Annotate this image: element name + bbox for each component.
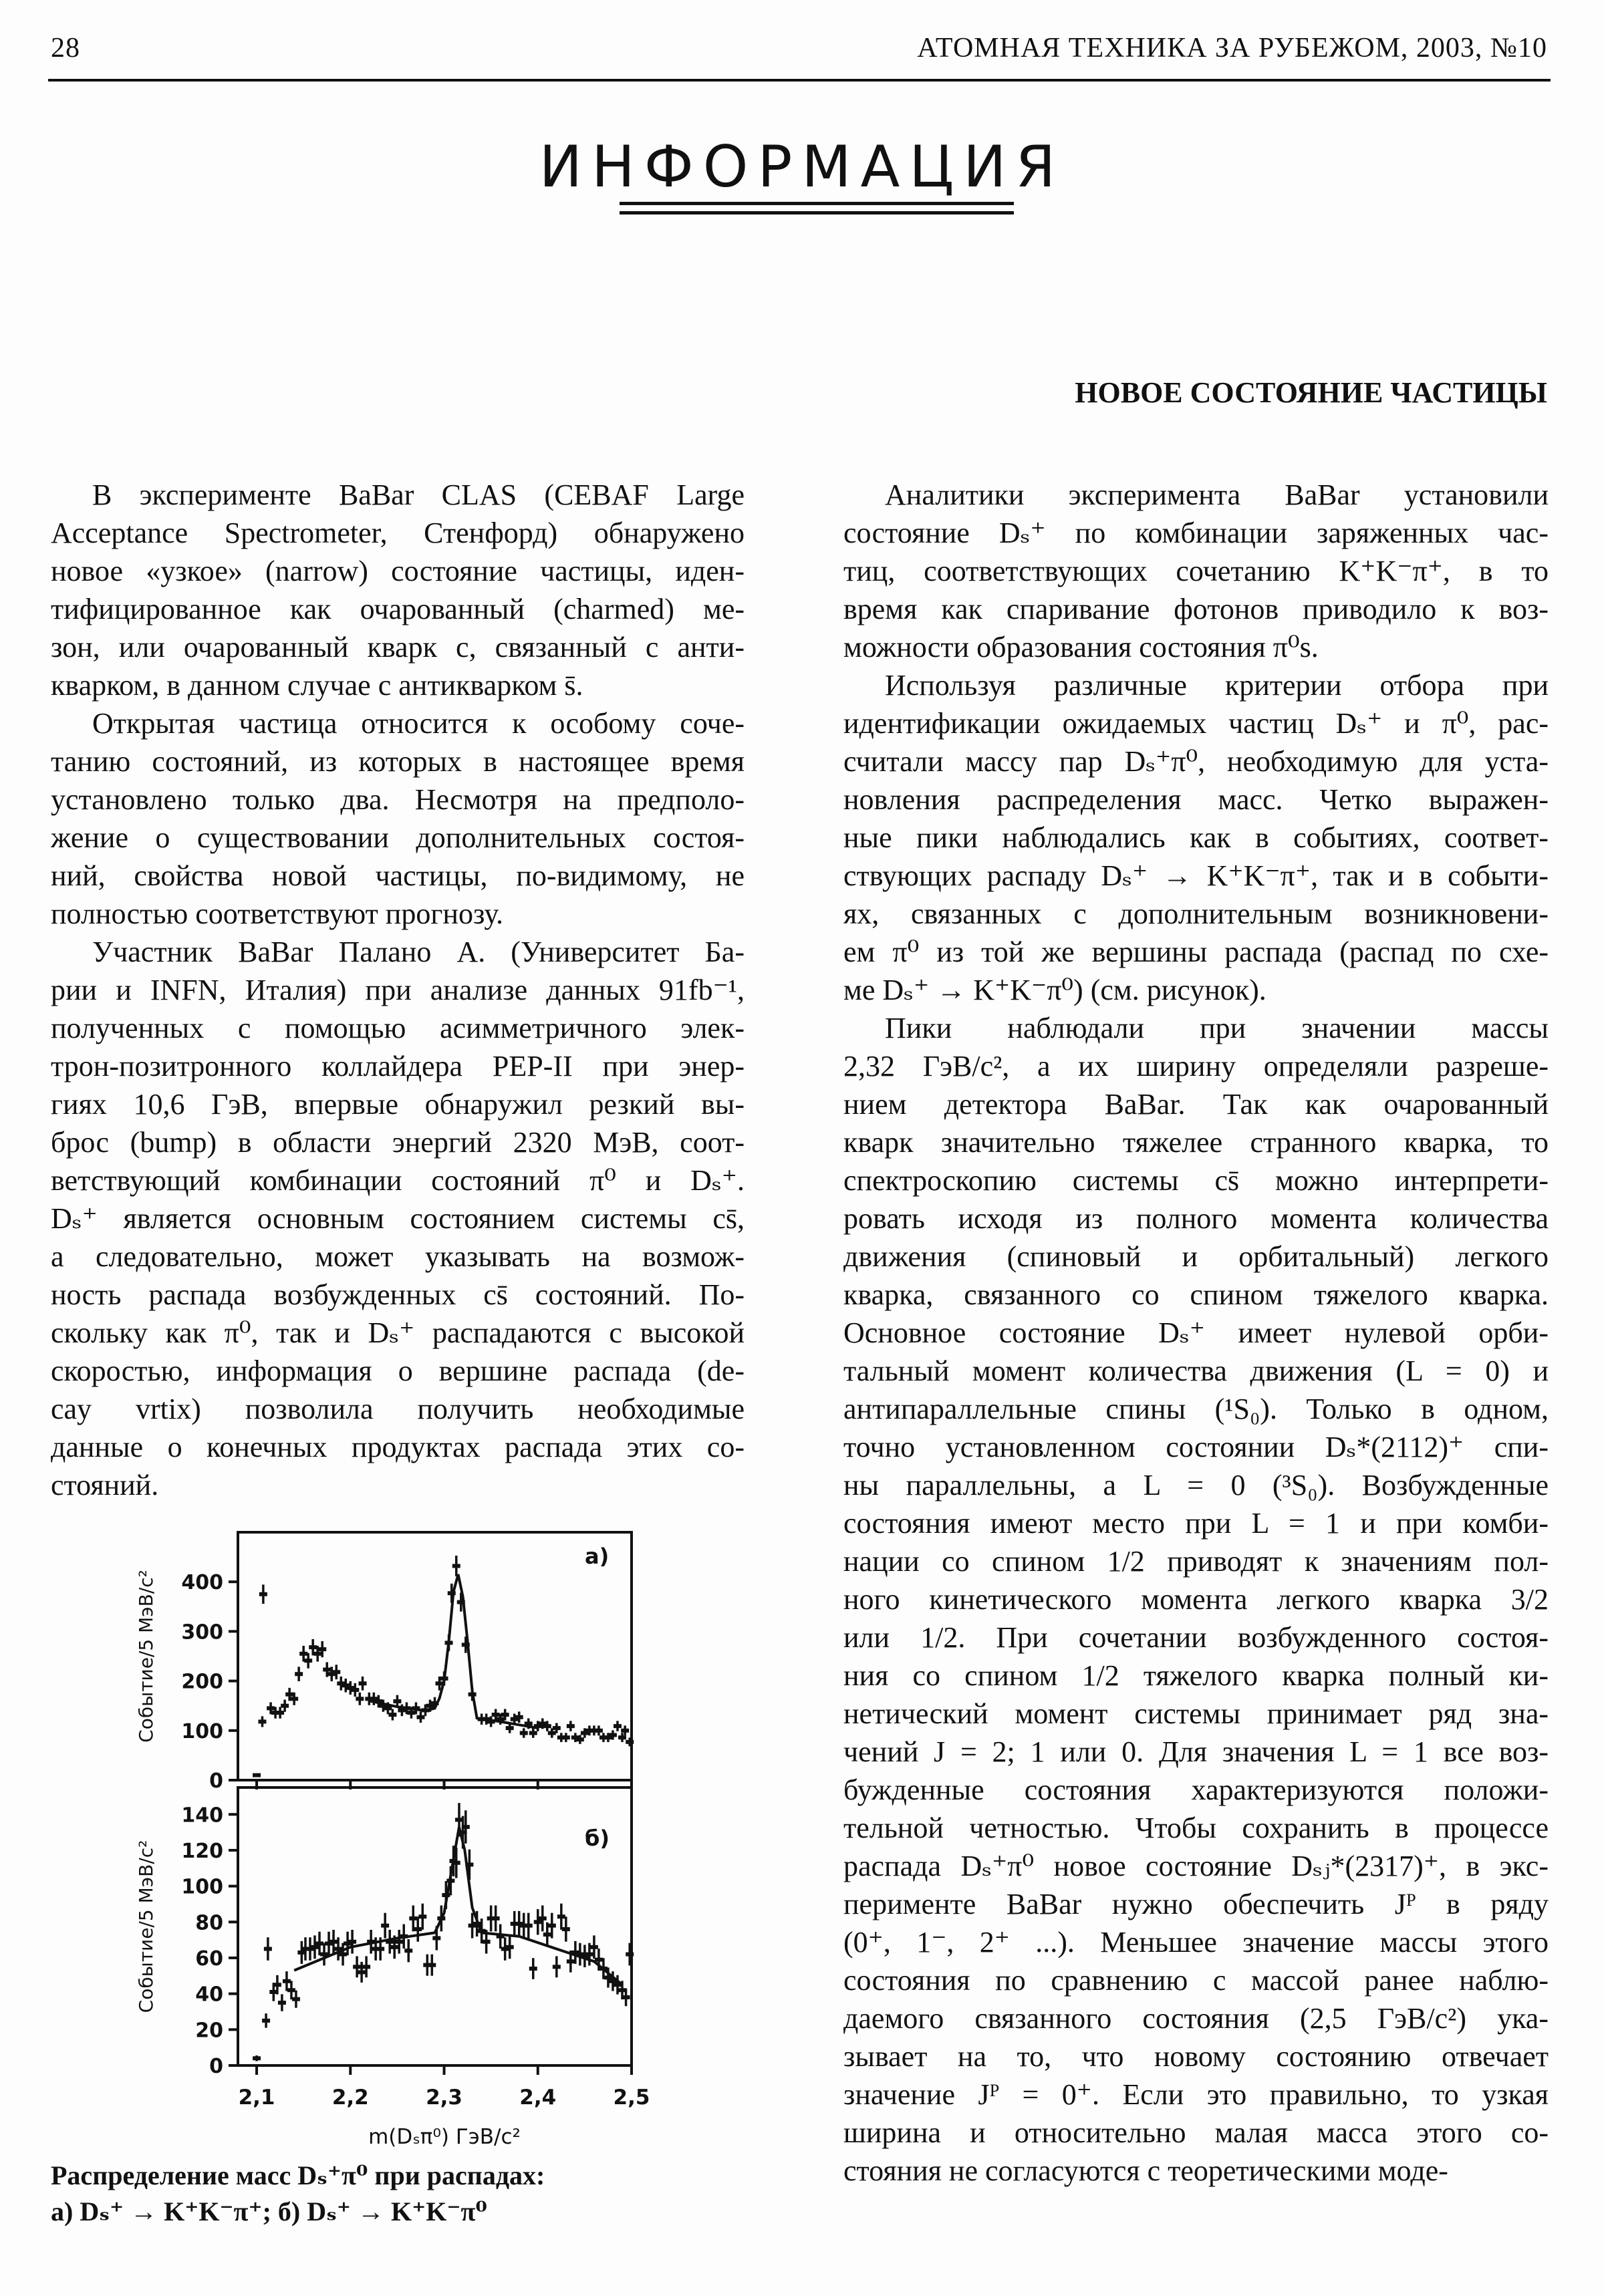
data-point [431,1697,439,1709]
header-rule [48,79,1551,82]
text-line: 2,32 ГэВ/с², а их ширину определяли разреше- [843,1050,1549,1083]
data-point [487,1716,495,1727]
text-line: ность распада возбужденных cs̄ состояний. По- [51,1278,745,1311]
data-point [295,1667,303,1681]
data-point [529,1958,537,1979]
data-point [599,1958,608,1979]
text-line: скольку как π⁰, так и Dₛ⁺ распадаются с высокой [51,1316,745,1349]
text-line: Используя различные критерии отбора при [885,669,1549,702]
data-point [388,1709,396,1721]
data-point [418,1904,426,1930]
data-point [497,1714,505,1725]
fit-curve [294,1827,622,1985]
data-point [283,1971,291,1991]
data-point [362,1956,370,1977]
data-point [323,1662,331,1677]
data-point [599,1733,608,1742]
data-point [446,1866,454,1896]
text-line: Acceptance Spectrometer, Стенфорд) обнаружено [51,517,745,549]
data-point [539,1905,547,1931]
data-point [473,1911,481,1936]
text-line: ветствующий комбинации состояний π⁰ и Dₛ⁺. [51,1164,745,1197]
data-point [423,1955,431,1976]
data-point [543,1922,551,1947]
data-point [258,1716,266,1727]
x-axis-label: m(Dₛπ⁰) ГэВ/с² [368,2125,521,2149]
y-tick-label: 140 [181,1804,223,1828]
text-line: нации со спином 1/2 приводят к значениям пол- [843,1545,1549,1578]
data-point [562,1733,570,1742]
text-line: ях, связанных с дополнительным возникновени- [843,897,1549,930]
data-point [414,1916,422,1941]
panel-label: а) [585,1544,610,1569]
text-line: рии и INFN, Италия) при анализе данных 91fb⁻¹, [51,974,745,1006]
data-point [469,1913,477,1939]
data-point [614,1721,622,1731]
data-point [334,1937,342,1961]
data-point [450,1846,458,1876]
data-point [367,1930,375,1954]
data-point [515,1711,523,1723]
data-point [567,1721,575,1731]
text-line: гиях 10,6 ГэВ, впервые обнаружил резкий вы- [51,1088,745,1121]
data-point [511,1911,519,1936]
data-point [520,1913,528,1939]
text-line: зон, или очарованный кварк с, связанный с анти- [51,631,745,664]
y-tick-label: 0 [209,1769,223,1793]
text-line: данные о конечных продуктах распада этих со- [51,1431,745,1463]
text-line: Аналитики эксперимента BaBar установили [885,478,1549,511]
data-point [465,1850,473,1880]
data-point [581,1728,589,1737]
paragraph [843,1009,1549,2190]
text-line: тифицированное как очарованный (charmed) ме- [51,593,745,625]
data-point [278,1994,286,2011]
paragraph [51,704,745,933]
data-point [379,1700,387,1712]
figure-caption-line: Распределение масс Dₛ⁺π⁰ при распадах: [51,2160,545,2190]
paragraph [843,476,1549,666]
data-point [301,1937,309,1961]
data-point [571,1941,579,1964]
data-point [432,1926,440,1950]
data-point [497,1924,505,1949]
data-point [539,1718,547,1729]
x-tick-label: 2,4 [519,2086,557,2110]
data-point [348,1930,356,1954]
data-point [511,1714,519,1725]
x-tick-label: 2,1 [238,2086,275,2110]
data-point [562,1916,570,1941]
y-tick-label: 0 [209,2055,223,2078]
data-point [259,1584,267,1604]
text-line: трон-позитронного коллайдера PEP-II при энер- [51,1050,745,1083]
data-point [557,1904,565,1930]
data-point [462,1636,470,1653]
data-point [329,1930,338,1954]
text-line: тельной четностью. Чтобы сохранить в процессе [843,1812,1549,1844]
text-line: значение Jᴾ = 0⁺. Если это правильно, то узкая [843,2078,1549,2111]
data-point [590,1935,598,1959]
data-point [501,1709,509,1721]
data-point [483,1930,491,1954]
text-line: состояния имеют место при L = 1 и при комби- [843,1507,1549,1540]
data-point [292,1991,300,2008]
text-line: ния со спином 1/2 тяжелого кварка полный ки- [843,1659,1549,1692]
text-line: ные пики наблюдались как в событиях, соответ- [843,821,1549,854]
data-point [543,1721,551,1731]
data-point [315,1932,323,1955]
text-line: стояния не согласуются с теоретическими моде- [843,2154,1448,2187]
text-line: можности образования состояния π⁰s. [843,631,1319,664]
text-line: перименте BaBar нужно обеспечить Jᴾ в ряду [843,1888,1549,1920]
text-line: кварк значительно тяжелее странного кварка, то [843,1126,1549,1159]
data-point [618,1733,626,1742]
data-point [622,1989,630,2006]
data-point [287,1981,295,1999]
data-point [306,1937,314,1961]
data-point [402,1702,410,1714]
data-point [281,1700,289,1712]
data-point [264,1937,272,1961]
data-point [416,1711,424,1723]
text-line: ем π⁰ из той же вершины распада (распад по схе- [843,936,1549,968]
data-point [299,1646,307,1662]
data-point [483,1714,491,1725]
text-line: распада Dₛ⁺π⁰ новое состояние Dₛⱼ*(2317)⁺, в экс- [843,1850,1549,1882]
data-point [398,1705,406,1717]
data-point [320,1943,328,1966]
data-point [409,1905,417,1931]
data-point [459,1816,467,1849]
text-line: новления распределения масс. Четко выражен- [843,783,1549,816]
data-point [297,1941,305,1964]
data-point [304,1653,312,1669]
data-point [273,1975,281,1995]
text-line: ны параллельны, а L = 0 (³S₀). Возбужденные [843,1469,1549,1501]
data-point [525,1913,533,1939]
plot-frame [238,1532,632,1780]
data-point [590,1725,598,1735]
data-point [344,1932,352,1955]
data-point [515,1911,523,1936]
data-point [339,1943,347,1966]
data-point [614,1975,622,1995]
text-line: стояний. [51,1469,159,1501]
data-point [356,1693,364,1705]
data-point [374,1695,382,1708]
text-line: Основное состояние Dₛ⁺ имеет нулевой орби- [843,1316,1549,1349]
text-line: кварком, в данном случае с антикварком s̄. [51,669,583,702]
data-point [327,1667,336,1681]
data-point [553,1723,561,1733]
data-point [604,1967,612,1987]
text-line: cay vrtix) позволила получить необходимые [51,1393,745,1425]
data-point [626,1943,634,1966]
text-line: чений J = 2; 1 или 0. Для значения L = 1 все воз- [843,1735,1549,1768]
journal-title: АТОМНАЯ ТЕХНИКА ЗА РУБЕЖОМ, 2003, №10 [917,33,1547,63]
data-point [346,1681,354,1695]
y-tick-label: 40 [195,1983,223,2007]
data-point [571,1733,579,1742]
x-tick-label: 2,5 [613,2086,650,2110]
text-line: зывает на то, что новому состоянию отвечает [843,2040,1549,2073]
data-point [457,1593,465,1612]
data-point [440,1671,448,1685]
y-tick-label: 300 [181,1620,223,1644]
data-point [462,1810,470,1844]
data-point [407,1707,415,1718]
text-line: новое «узкое» (narrow) состояние частицы, иден- [51,555,745,587]
data-point [311,1935,319,1959]
chart-panel-b [135,1787,650,2149]
text-line: нетический момент системы принимает ряд зна- [843,1697,1549,1730]
data-point [421,1705,429,1717]
data-point [253,1773,261,1777]
y-tick-label: 400 [181,1571,223,1595]
y-tick-label: 200 [181,1670,223,1694]
right-column [843,476,1549,2190]
data-point [313,1646,321,1662]
data-point [358,1962,366,1983]
data-point [412,1702,420,1714]
y-tick-label: 100 [181,1719,223,1743]
text-line: считали массу пар Dₛ⁺π⁰, необходимую для уста- [843,745,1549,778]
data-point [595,1725,603,1735]
text-line: полностью соответствуют прогнозу. [51,897,503,930]
fit-curve [369,1574,537,1728]
data-point [267,1702,275,1714]
data-point [404,1939,412,1962]
x-tick-label: 2,2 [331,2086,369,2110]
data-point [381,1913,389,1939]
data-point [525,1718,533,1729]
text-line: ствующих распаду Dₛ⁺ → K⁺K⁻π⁺, так и в событи- [843,859,1549,892]
data-point [506,1935,514,1959]
data-point [529,1728,537,1737]
data-point [318,1641,326,1657]
data-point [342,1679,350,1693]
data-point [553,1956,561,1977]
data-point [436,1677,444,1691]
y-tick-label: 20 [195,2019,223,2043]
article-title: НОВОЕ СОСТОЯНИЕ ЧАСТИЦЫ [1075,376,1547,409]
text-line: движения (спиновый и орбитальный) легкого [843,1240,1549,1273]
data-point [365,1693,373,1705]
data-point [285,1688,293,1701]
data-point [567,1951,575,1973]
data-point [276,1707,284,1718]
text-line: идентификации ожидаемых частиц Dₛ⁺ и π⁰, рас- [843,707,1549,740]
text-line: состояния по сравнению с массой ранее наблю- [843,1964,1549,1997]
data-point [332,1665,340,1679]
data-point [609,1971,617,1991]
data-point [520,1728,528,1737]
text-line: нием детектора BaBar. Так как очарованный [843,1088,1549,1121]
text-line: ного кинетического момента легкого кварка 3/2 [843,1583,1549,1616]
text-line: антипараллельные спины (¹S₀). Только в одном, [843,1393,1549,1425]
data-point [448,1584,456,1603]
data-point [372,1937,380,1961]
data-point [621,1725,629,1735]
data-point [325,1932,333,1955]
text-line: установлено только два. Несмотря на предполо- [51,783,745,816]
text-line: танию состояний, из которых в настоящее время [51,745,745,778]
chart-panel-a [135,1532,634,1793]
text-line: даемого связанного состояния (2,5 ГэВ/с²) ука- [843,2002,1549,2035]
text-line: Открытая частица относится к особому соче- [92,707,745,740]
text-line: (0⁺, 1⁻, 2⁺ ...). Меньшее значение массы этого [843,1926,1549,1959]
data-point [478,1918,486,1943]
paragraph [51,933,745,1504]
data-point [400,1924,408,1949]
text-line: полученных с помощью асимметричного элек- [51,1012,745,1044]
text-line: тальный момент количества движения (L = 0) и [843,1354,1549,1387]
title-underline [620,211,1014,214]
data-point [271,1707,279,1718]
text-line: ме Dₛ⁺ → K⁺K⁻π⁰) (см. рисунок). [843,974,1266,1006]
data-point [437,1905,445,1931]
text-line: Пики наблюдали при значении массы [885,1012,1549,1044]
data-point [253,2055,261,2061]
y-tick-label: 80 [195,1911,223,1935]
text-line: Dₛ⁺ является основным состоянием системы cs̄, [51,1202,745,1235]
figure-caption-line: а) Dₛ⁺ → K⁺K⁻π⁺; б) Dₛ⁺ → K⁺K⁻π⁰ [51,2196,487,2227]
data-point [386,1930,394,1954]
data-point [262,2013,270,2027]
data-point [452,1848,460,1878]
data-point [576,1735,584,1743]
data-point [492,1905,500,1931]
data-point [428,1955,436,1976]
data-point [581,1945,589,1968]
data-point [534,1721,542,1731]
text-line: спектроскопию системы cs̄ можно интерпрети- [843,1164,1549,1197]
y-tick-label: 120 [181,1839,223,1863]
data-point [452,1556,460,1576]
data-point [353,1956,361,1977]
data-point [290,1693,298,1705]
data-point [487,1905,495,1931]
y-axis-label: Событие/5 МэВ/с² [135,1840,157,2013]
text-line: время как спаривание фотонов приводило к воз- [843,593,1549,625]
section-heading: ИНФОРМАЦИЯ [539,134,1065,200]
data-point [337,1677,345,1691]
paragraph [843,666,1549,1009]
text-line: тиц, соответствующих сочетанию K⁺K⁻π⁺, в то [843,555,1549,587]
data-point [269,1983,277,2001]
data-point [585,1943,593,1966]
data-point [557,1733,565,1742]
text-line: В эксперименте BaBar CLAS (CEBAF Large [92,478,745,511]
data-point [455,1803,463,1836]
data-point [393,1695,401,1708]
text-line: жение о существовании дополнительных состоя- [51,821,745,854]
data-point [351,1683,359,1697]
data-point [426,1700,434,1712]
data-point [609,1730,617,1739]
data-point [359,1677,367,1691]
left-column [51,476,745,1504]
data-point [370,1693,378,1705]
data-point [576,1943,584,1966]
data-point [585,1725,593,1735]
data-point [618,1981,626,1999]
data-point [469,1688,477,1701]
y-tick-label: 100 [181,1875,223,1899]
text-line: точно установленном состоянии Dₛ*(2112)⁺ спи- [843,1431,1549,1463]
text-line: ровать исходя из полного момента количества [843,1202,1549,1235]
data-point [548,1913,556,1939]
data-point [534,1909,542,1934]
plot-frame [238,1787,632,2065]
text-line: или 1/2. При сочетании возбужденного состоя- [843,1621,1549,1654]
data-point [626,1737,634,1746]
y-tick-label: 60 [195,1947,223,1971]
data-point [548,1728,556,1737]
data-point [309,1639,317,1655]
text-line: ширина и относительно малая масса этого со- [843,2116,1549,2149]
data-point [442,1881,450,1909]
text-line: состояние Dₛ⁺ по комбинации заряженных час- [843,517,1549,549]
text-line: а следовательно, может указывать на возмож- [51,1240,745,1273]
data-point [501,1937,509,1961]
page-number: 28 [51,33,80,63]
text-line: брос (bump) в области энергий 2320 МэВ, соот- [51,1126,745,1159]
panel-label: б) [585,1826,610,1851]
text-line: кварка, связанного со спином тяжелого кварка. [843,1278,1549,1311]
data-point [492,1709,500,1721]
data-point [390,1935,398,1959]
text-line: скоростью, информация о вершине распада (de- [51,1354,745,1387]
data-point [478,1714,486,1725]
data-point [595,1949,603,1971]
text-line: Участник BaBar Палано А. (Университет Ба- [92,936,745,968]
text-line: ний, свойства новой частицы, по-видимому, не [51,859,745,892]
data-point [506,1723,514,1733]
data-point [604,1733,612,1742]
data-point [445,1634,453,1651]
data-point [376,1937,384,1961]
paragraph [51,476,745,704]
title-underline [620,202,1014,205]
y-axis-label: Событие/5 МэВ/с² [135,1570,157,1743]
data-point [384,1702,392,1714]
x-tick-label: 2,3 [426,2086,462,2110]
text-line: бужденные состояния характеризуются положи- [843,1773,1549,1806]
data-point [395,1930,403,1954]
